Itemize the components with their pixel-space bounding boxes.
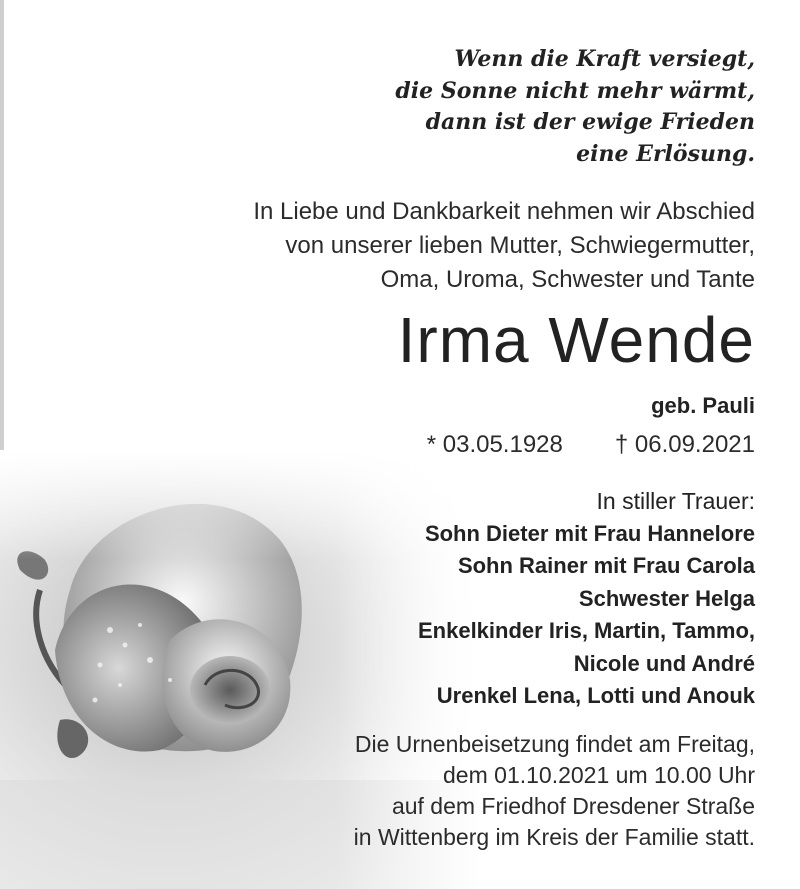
poem bbox=[395, 44, 755, 170]
mourner-line: Enkelkinder Iris, Martin, Tammo, bbox=[417, 618, 755, 643]
funeral-line: auf dem Friedhof Dresdener Straße bbox=[391, 793, 755, 819]
mourners-lead: In stiller Trauer: bbox=[596, 488, 755, 514]
intro-line: von unserer lieben Mutter, Schwiegermutter, bbox=[285, 232, 755, 259]
poem-line: dann ist der ewige Frieden bbox=[425, 109, 755, 135]
funeral-line: Die Urnenbeisetzung findet am Freitag, bbox=[354, 731, 755, 757]
deceased-name: Irma Wende bbox=[397, 304, 755, 376]
poem-line: Wenn die Kraft versiegt, bbox=[454, 46, 755, 72]
funeral-details bbox=[354, 729, 755, 853]
funeral-line: dem 01.10.2021 um 10.00 Uhr bbox=[443, 762, 755, 788]
mourner-line: Nicole und André bbox=[573, 650, 755, 676]
mourner-line: Sohn Rainer mit Frau Carola bbox=[457, 553, 755, 578]
intro-line: In Liebe und Dankbarkeit nehmen wir Abschied bbox=[253, 198, 755, 225]
mourner-line: Schwester Helga bbox=[578, 585, 755, 611]
farewell-intro bbox=[253, 195, 755, 297]
intro-line: Oma, Uroma, Schwester und Tante bbox=[380, 266, 755, 293]
mourners bbox=[418, 485, 755, 713]
poem-line: eine Erlösung. bbox=[576, 140, 755, 167]
poem-line: die Sonne nicht mehr wärmt, bbox=[395, 77, 755, 104]
funeral-line: in Wittenberg im Kreis der Familie statt. bbox=[353, 824, 755, 850]
mourner-line: Sohn Dieter mit Frau Hannelore bbox=[424, 520, 755, 546]
mourner-line: Urenkel Lena, Lotti und Anouk bbox=[436, 683, 755, 708]
birth-date: * 03.05.1928 bbox=[426, 431, 563, 458]
birth-name: geb. Pauli bbox=[651, 393, 755, 418]
life-dates bbox=[427, 429, 755, 461]
death-date: † 06.09.2021 bbox=[614, 431, 755, 458]
